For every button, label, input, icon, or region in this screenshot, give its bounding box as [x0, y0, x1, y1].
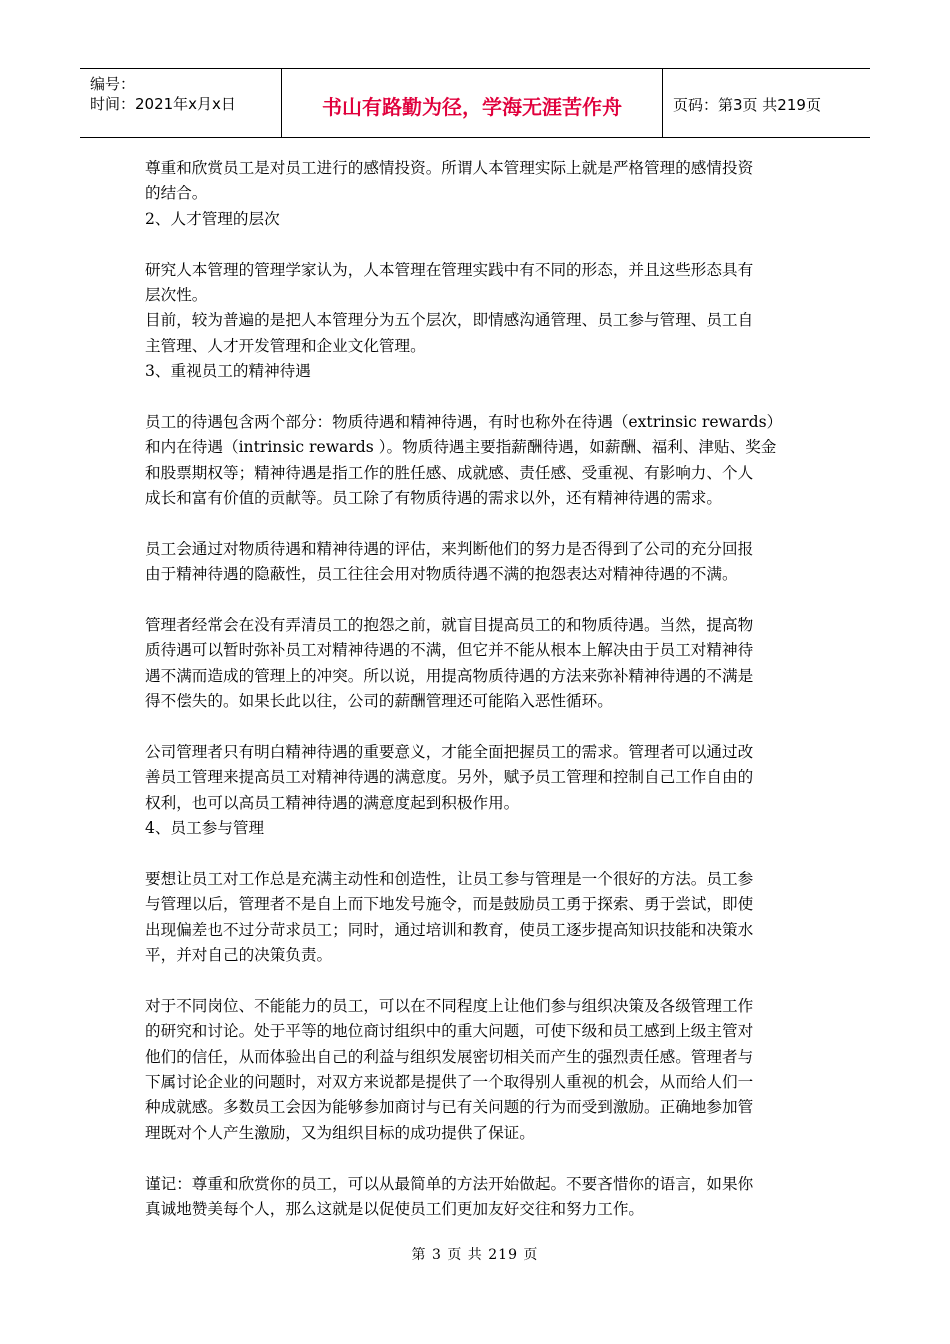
body-text-line: 研究人本管理的管理学家认为，人本管理在管理实践中有不同的形态，并且这些形态具有 [145, 260, 754, 279]
body-text-line: 真诚地赞美每个人，那么这就是以促使员工们更加友好交往和努力工作。 [145, 1200, 645, 1219]
body-text-line: 下属讨论企业的问题时，对双方来说都是提供了一个取得别人重视的机会，从而给人们一 [145, 1073, 754, 1092]
body-text-line: 理既对个人产生激励，又为组织目标的成功提供了保证。 [145, 1123, 535, 1142]
body-text-line: 种成就感。多数员工会因为能够参加商讨与已有关问题的行为而受到激励。正确地参加管 [145, 1098, 754, 1117]
body-text-line: 目前，较为普遍的是把人本管理分为五个层次，即情感沟通管理、员工参与管理、员工自 [145, 311, 754, 330]
body-text-line: 的结合。 [145, 184, 208, 203]
body-text-line: 得不偿失的。如果长此以往，公司的薪酬管理还可能陷入恶性循环。 [145, 692, 613, 711]
blank-line [145, 1146, 805, 1171]
header-page-cell [663, 69, 870, 137]
body-text-line: 员工会通过对物质待遇和精神待遇的评估，来判断他们的努力是否得到了公司的充分回报 [145, 539, 754, 558]
blank-line [145, 232, 805, 257]
body-text-line: 遇不满而造成的管理上的冲突。所以说，用提高物质待遇的方法来弥补精神待遇的不满是 [145, 666, 754, 685]
body-text-line: 和内在待遇（intrinsic rewards ）。物质待遇主要指薪酬待遇，如薪酬、福利、津贴、奖金 [145, 438, 777, 457]
body-text-line: 善员工管理来提高员工对精神待遇的满意度。另外，赋予员工管理和控制自己工作自由的 [145, 768, 754, 787]
body-text-line: 公司管理者只有明白精神待遇的重要意义，才能全面把握员工的需求。管理者可以通过改 [145, 742, 754, 761]
body-text-line: 与管理以后，管理者不是自上而下地发号施令，而是鼓励员工勇于探索、勇于尝试，即使 [145, 895, 754, 914]
body-text-line: 和股票期权等；精神待遇是指工作的胜任感、成就感、责任感、受重视、有影响力、个人 [145, 463, 754, 482]
body-text-line: 4、员工参与管理 [145, 819, 265, 838]
body-text-line: 员工的待遇包含两个部分：物质待遇和精神待遇，有时也称外在待遇（extrinsic rewards） [145, 412, 783, 431]
body-text-line: 尊重和欣赏员工是对员工进行的感情投资。所谓人本管理实际上就是严格管理的感情投资 [145, 159, 754, 177]
body-text-line: 管理者经常会在没有弄清员工的抱怨之前，就盲目提高员工的和物质待遇。当然，提高物 [145, 616, 754, 635]
page-header [80, 68, 870, 138]
body-text-line: 成长和富有价值的贡献等。员工除了有物质待遇的需求以外，还有精神待遇的需求。 [145, 489, 722, 508]
body-text-line: 对于不同岗位、不能能力的员工，可以在不同程度上让他们参与组织决策及各级管理工作 [145, 996, 754, 1015]
body-text-line: 质待遇可以暂时弥补员工对精神待遇的不满，但它并不能从根本上解决由于员工对精神待 [145, 641, 754, 660]
header-meta-cell [80, 69, 281, 137]
body-text-line: 由于精神待遇的隐蔽性，员工往往会用对物质待遇不满的抱怨表达对精神待遇的不满。 [145, 565, 738, 584]
body-text-line: 的研究和讨论。处于平等的地位商讨组织中的重大问题，可使下级和员工感到上级主管对 [145, 1022, 754, 1041]
body-text-line: 2、人才管理的层次 [145, 209, 280, 228]
body-text-line: 主管理、人才开发管理和企业文化管理。 [145, 336, 426, 355]
body-text-line: 他们的信任，从而体验出自己的利益与组织发展密切相关而产生的强烈责任感。管理者与 [145, 1047, 754, 1066]
document-body [145, 156, 805, 1222]
header-motto: 书山有路勤为径，学海无涯苦作舟 [322, 95, 622, 119]
body-text-line: 出现偏差也不过分苛求员工；同时，通过培训和教育，使员工逐步提高知识技能和决策水 [145, 920, 754, 939]
body-text-line: 3、重视员工的精神待遇 [145, 362, 311, 381]
blank-line [145, 588, 805, 613]
blank-line [145, 969, 805, 994]
blank-line [145, 715, 805, 740]
body-text-line: 层次性。 [145, 285, 208, 304]
header-page-code: 页码：第3页 共219页 [673, 96, 821, 114]
blank-line [145, 385, 805, 410]
header-motto-cell [281, 69, 663, 137]
document-number-label: 编号： [90, 75, 136, 93]
blank-line [145, 842, 805, 867]
blank-line [145, 511, 805, 536]
body-text-line: 平，并对自己的决策负责。 [145, 946, 333, 965]
page-footer: 第 3 页 共 219 页 [411, 1247, 539, 1263]
body-text-line: 谨记：尊重和欣赏你的员工，可以从最简单的方法开始做起。不要吝惜你的语言，如果你 [145, 1174, 754, 1193]
document-date-label: 时间：2021年x月x日 [90, 95, 236, 113]
body-text-line: 要想让员工对工作总是充满主动性和创造性，让员工参与管理是一个很好的方法。员工参 [145, 869, 754, 888]
body-text-line: 权利，也可以高员工精神待遇的满意度起到积极作用。 [145, 793, 520, 812]
